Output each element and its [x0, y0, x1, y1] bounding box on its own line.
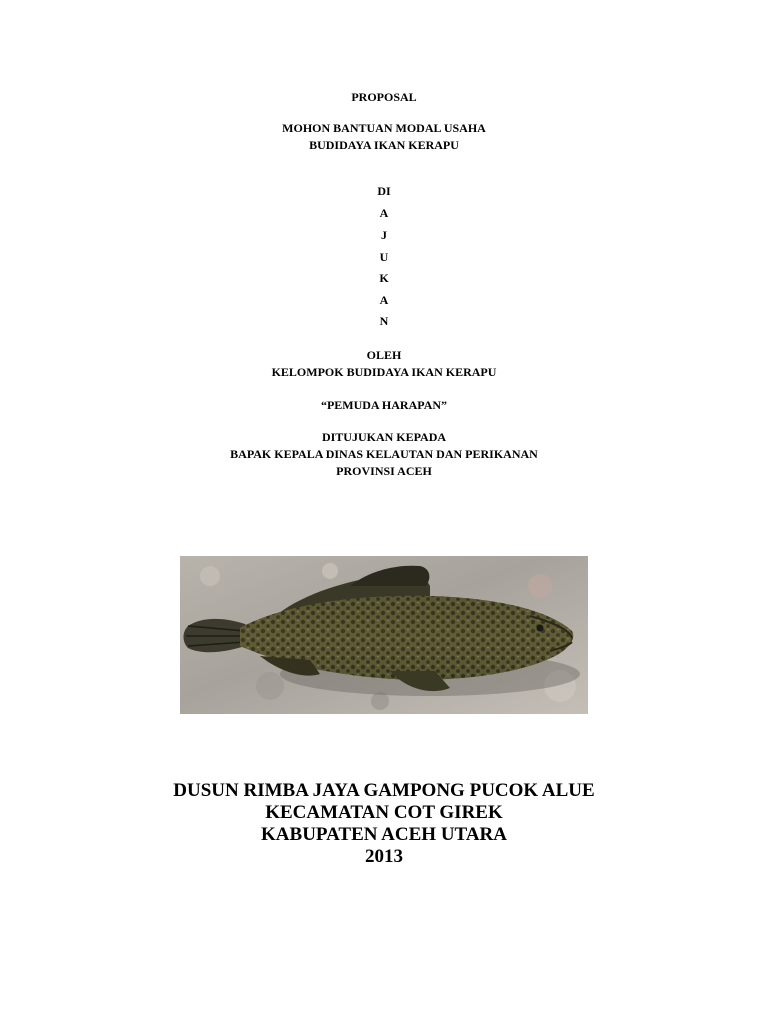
document-heading: PROPOSAL [351, 90, 417, 104]
vertical-letter-1: DI [377, 184, 391, 198]
group-type: KELOMPOK BUDIDAYA IKAN KERAPU [271, 365, 497, 379]
subject-line-2: BUDIDAYA IKAN KERAPU [309, 138, 459, 152]
vertical-letter-4: U [379, 250, 389, 264]
footer-year: 2013 [365, 846, 403, 867]
footer-district: KECAMATAN COT GIREK [265, 802, 503, 823]
vertical-letter-2: A [379, 206, 389, 220]
footer-regency: KABUPATEN ACEH UTARA [261, 824, 507, 845]
vertical-letter-3: J [381, 228, 387, 242]
footer-village: DUSUN RIMBA JAYA GAMPONG PUCOK ALUE [173, 780, 595, 801]
vertical-letter-6: A [379, 293, 389, 307]
addressee-province: PROVINSI ACEH [336, 464, 432, 478]
group-name: “PEMUDA HARAPAN” [320, 398, 448, 412]
grouper-fish-photo [180, 556, 588, 714]
addressee-office: BAPAK KEPALA DINAS KELAUTAN DAN PERIKANAN [230, 447, 538, 461]
vertical-letter-7: N [379, 314, 389, 328]
subject-line-1: MOHON BANTUAN MODAL USAHA [282, 121, 486, 135]
vertical-letter-5: K [379, 271, 389, 285]
by-label: OLEH [366, 348, 402, 362]
addressee-label: DITUJUKAN KEPADA [321, 430, 447, 444]
